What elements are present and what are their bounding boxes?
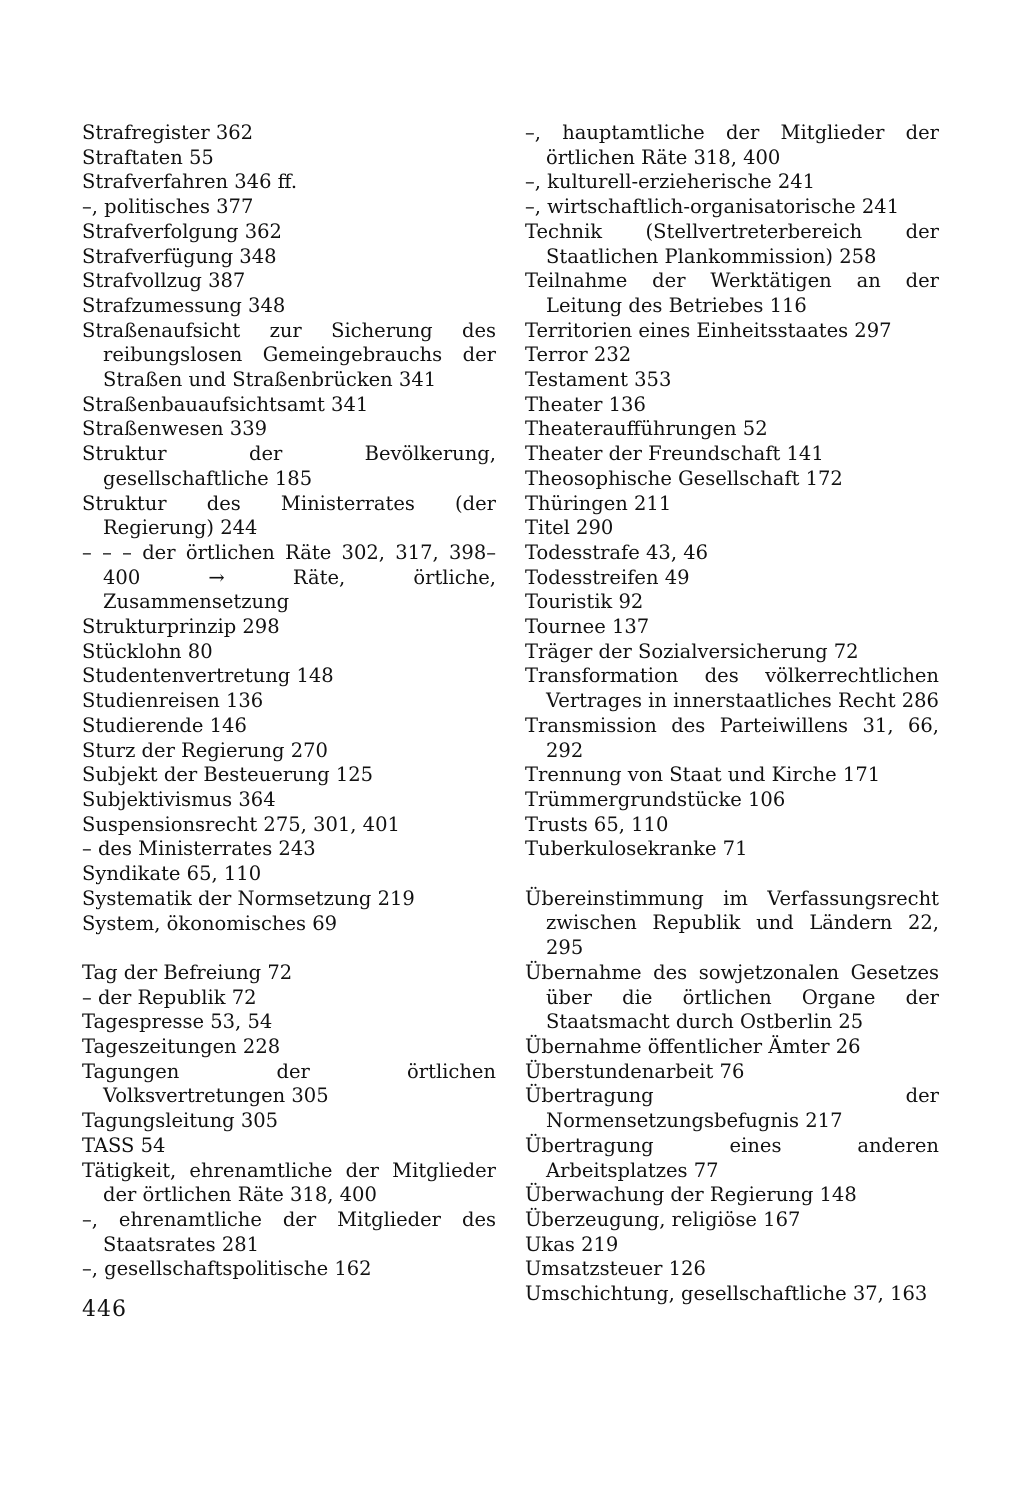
index-entry: Überwachung der Regierung 148: [525, 1183, 857, 1207]
index-entry: Tag der Befreiung 72: [82, 960, 293, 984]
index-entry: –, hauptamtliche der Mitglieder der örtlichen Räte 318, 400: [525, 121, 939, 169]
index-entry: Straßenaufsicht zur Sicherung des reibungslosen Gemeingebrauchs der Straßen und Straßenbrücken 341: [82, 318, 496, 392]
index-entry: Syndikate 65, 110: [82, 862, 262, 886]
index-entry: Tournee 137: [525, 615, 650, 639]
index-entry: Trusts 65, 110: [525, 812, 669, 836]
section-gap: [525, 862, 939, 887]
index-entry: Territorien eines Einheitsstaates 297: [525, 318, 892, 342]
index-entry: Thüringen 211: [525, 491, 672, 515]
index-entry: Todesstrafe 43, 46: [525, 540, 709, 564]
index-entry: Übernahme des sowjetzonalen Gesetzes über die örtlichen Organe der Staatsmacht durch Ostberlin 25: [525, 960, 939, 1034]
index-entry: Technik (Stellvertreterbereich der Staatlichen Plankommission) 258: [525, 219, 939, 268]
index-entry: Studentenvertretung 148: [82, 664, 334, 688]
index-entry: Studienreisen 136: [82, 689, 264, 713]
page-number: 446: [82, 1297, 127, 1322]
index-entry: Strafzumessung 348: [82, 293, 286, 317]
index-entry: Struktur der Bevölkerung, gesellschaftliche 185: [82, 442, 496, 490]
index-entry: Übertragung eines anderen Arbeitsplatzes 77: [525, 1133, 939, 1182]
index-entry: Überstundenarbeit 76: [525, 1059, 745, 1083]
index-entry: Studierende 146: [82, 713, 247, 737]
index-entry: Strafverfügung 348: [82, 244, 277, 268]
index-entry: Stücklohn 80: [82, 639, 213, 663]
index-entry: Ukas 219: [525, 1232, 619, 1256]
index-column-left: [82, 121, 496, 1282]
index-entry: Straftaten 55: [82, 145, 214, 169]
index-entry: –, gesellschaftspolitische 162: [82, 1257, 372, 1281]
index-entry: Strukturprinzip 298: [82, 615, 280, 639]
index-entry: Umschichtung, gesellschaftliche 37, 163: [525, 1282, 928, 1306]
index-entry: Sturz der Regierung 270: [82, 738, 328, 762]
index-entry: Tagespresse 53, 54: [82, 1010, 273, 1034]
index-entry: Suspensionsrecht 275, 301, 401: [82, 812, 400, 836]
index-entry: –, ehrenamtliche der Mitglieder des Staatsrates 281: [82, 1207, 496, 1256]
index-entry: Überzeugung, religiöse 167: [525, 1207, 801, 1231]
index-entry: Tätigkeit, ehrenamtliche der Mitglieder der örtlichen Räte 318, 400: [82, 1158, 496, 1207]
index-entry: Umsatzsteuer 126: [525, 1257, 706, 1281]
index-entry: – – – der örtlichen Räte 302, 317, 398–400 → Räte, örtliche, Zusammensetzung: [82, 540, 496, 614]
index-entry: Subjekt der Besteuerung 125: [82, 763, 374, 787]
index-entry: Strafverfahren 346 ff.: [82, 170, 298, 194]
index-entry: Übereinstimmung im Verfassungsrecht zwischen Republik und Ländern 22, 295: [525, 886, 939, 960]
index-entry: Todesstreifen 49: [525, 565, 690, 589]
index-entry: Straßenbauaufsichtsamt 341: [82, 392, 369, 416]
index-entry: – des Ministerrates 243: [82, 837, 316, 861]
index-entry: Theateraufführungen 52: [525, 417, 768, 441]
index-entry: Teilnahme der Werktätigen an der Leitung des Betriebes 116: [525, 269, 939, 317]
index-entry: Theosophische Gesellschaft 172: [525, 466, 843, 490]
section-gap: [82, 936, 496, 961]
index-entry: Systematik der Normsetzung 219: [82, 886, 415, 910]
index-entry: Transformation des völkerrechtlichen Vertrages in innerstaatliches Recht 286: [525, 664, 939, 713]
index-entry: Strafverfolgung 362: [82, 219, 282, 243]
index-entry: Übernahme öffentlicher Ämter 26: [525, 1035, 861, 1058]
index-entry: Tagungsleitung 305: [82, 1109, 279, 1133]
index-entry: Strafvollzug 387: [82, 269, 246, 293]
index-entry: Theater der Freundschaft 141: [525, 442, 824, 466]
index-entry: Strafregister 362: [82, 121, 254, 144]
index-entry: Tagungen der örtlichen Volksvertretungen 305: [82, 1059, 496, 1108]
index-entry: Subjektivismus 364: [82, 787, 276, 811]
index-column-right: [525, 121, 939, 1307]
index-entry: Trümmergrundstücke 106: [525, 787, 786, 811]
index-entry: Terror 232: [525, 343, 632, 367]
index-entry: Straßenwesen 339: [82, 417, 268, 441]
index-entry: Tuberkulosekranke 71: [525, 837, 748, 861]
index-entry: Titel 290: [525, 516, 614, 540]
index-entry: Übertragung der Normensetzungsbefugnis 217: [525, 1084, 939, 1133]
index-entry: TASS 54: [82, 1133, 166, 1157]
index-entry: Trennung von Staat und Kirche 171: [525, 763, 881, 787]
index-entry: Träger der Sozialversicherung 72: [525, 639, 859, 663]
index-entry: –, wirtschaftlich-organisatorische 241: [525, 195, 900, 219]
index-entry: – der Republik 72: [82, 985, 257, 1009]
index-entry: Testament 353: [525, 368, 672, 392]
index-entry: Theater 136: [525, 392, 646, 416]
index-entry: Tageszeitungen 228: [82, 1035, 281, 1058]
index-entry: –, kulturell-erzieherische 241: [525, 170, 816, 194]
index-entry: Struktur des Ministerrates (der Regierung) 244: [82, 491, 496, 540]
index-entry: System, ökonomisches 69: [82, 911, 338, 935]
index-entry: Transmission des Parteiwillens 31, 66, 292: [525, 713, 939, 762]
index-entry: Touristik 92: [525, 590, 644, 614]
index-entry: –, politisches 377: [82, 195, 254, 219]
